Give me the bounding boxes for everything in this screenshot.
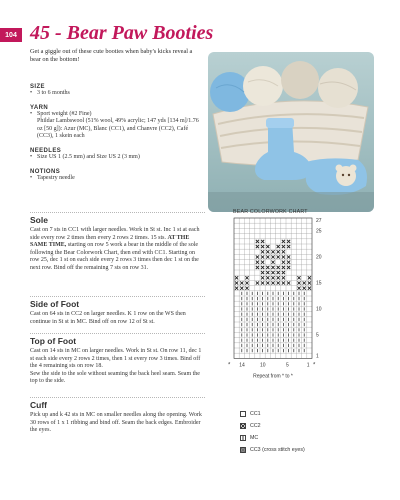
section-divider [30,296,205,297]
legend-item-mc [240,434,305,442]
chart-cell-cc2 [271,271,274,274]
chart-cell-cc2 [261,245,264,248]
chart-cell-cc2 [277,266,280,269]
chart-cell-cc2 [282,271,285,274]
chart-cell-cc2 [308,287,311,290]
chart-cell-cc2 [261,276,264,279]
notions-label: NOTIONS [30,168,61,175]
chart-cell-cc2 [266,250,269,253]
chart-cell-cc2 [271,250,274,253]
chart-cell-cc2 [282,245,285,248]
chart-cell-cc2 [287,261,290,264]
legend-item-cc2 [240,422,305,430]
legend-label: CC1 [250,411,261,417]
side-of-foot-heading: Side of Foot [30,299,80,309]
blank-swatch-icon [240,411,246,417]
chart-col-label: 1 [306,362,310,369]
sole-text [30,227,205,273]
chart-cell-cc2 [282,276,285,279]
chart-cell-cc2 [256,281,259,284]
chart-cell-cc2 [297,281,300,284]
bootie-photo [208,52,374,212]
circle-cross-swatch-icon [240,447,246,453]
chart-cell-cc2 [303,287,306,290]
chart-cell-cc2 [282,266,285,269]
chart-cell-cc2 [245,287,248,290]
top-of-foot-text: Cast on 14 sts in MC on larger needles. Work in St st. On row 11, dec 1 st each side every 2 rows 2 times, then 1 st every row 3 times. Bind off the 4 remaining sts on row 18. [30,348,202,370]
photo-illustration [208,52,374,212]
chart-cell-cc2 [261,281,264,284]
sole-section [30,215,205,273]
notions-item: • Tapestry needle [30,175,205,183]
repeat-star-right: * [313,362,316,369]
chart-cell-cc2 [261,261,264,264]
chart-cell-cc2 [266,281,269,284]
chart-cell-cc2 [297,276,300,279]
chart-cell-cc2 [277,276,280,279]
chart-cell-cc2 [240,287,243,290]
page-number-tab [0,28,22,42]
chart-cell-cc2 [261,266,264,269]
sole-text-a: Cast on 7 sts in CC1 with larger needles. Work in St st. Inc 1 st at each side every row 2 times then every 2 rows 2 times. 15 sts. [30,227,200,241]
chart-cell-cc2 [282,255,285,258]
top-of-foot-text-2: Sew the side to the sole without seaming the back heel seam. Seam the top to the side. [30,370,200,385]
chart-cell-cc2 [308,281,311,284]
chart-cell-cc2 [282,240,285,243]
chart-cell-cc2 [245,281,248,284]
chart-cell-cc2 [277,250,280,253]
chart-cell-cc2 [271,261,274,264]
chart-row-label: 1 [316,353,319,360]
chart-cell-cc2 [261,255,264,258]
chart-cell-cc2 [240,281,243,284]
chart-cell-cc2 [256,261,259,264]
chart-row-label: 10 [316,306,322,313]
chart-cell-cc2 [287,281,290,284]
chart-cell-cc2 [271,276,274,279]
chart-cell-cc2 [282,261,285,264]
chart-cell-cc2 [308,276,311,279]
bear-colorwork-chart [226,214,366,399]
needles-item: • Size US 1 (2.5 mm) and Size US 2 (3 mm) [30,154,205,162]
intro-text: Get a giggle out of these cute booties when baby's kicks reveal a bear on the bottom! [30,48,193,64]
chart-cell-cc2 [261,240,264,243]
repeat-star-left: * [228,362,231,369]
chart-cell-cc2 [287,255,290,258]
page-number: 104 [5,31,17,39]
chart-cell-cc2 [277,245,280,248]
chart-title: BEAR COLORWORK CHART [233,209,308,215]
chart-cell-cc2 [277,271,280,274]
chart-cell-cc2 [287,245,290,248]
legend-label: CC2 [250,423,261,429]
yarn-weight: • Sport weight (#2 Fine) [30,111,205,119]
chart-cell-cc2 [266,255,269,258]
chart-cell-cc2 [235,276,238,279]
chart-row-label: 5 [316,332,319,339]
cuff-section [30,400,205,435]
chart-border [234,218,312,358]
yarn-label: YARN [30,104,49,111]
materials-section [30,84,205,182]
cuff-text: Pick up and k 42 sts in MC on smaller needles along the opening. Work 30 rows of 1 x 1 ribbing and bind off. Seam the back edges. Embroider the eyes. [30,412,202,434]
chart-row-label: 25 [316,228,322,235]
sole-emphasis: AT THE SAME TIME, [30,234,190,249]
top-of-foot-section [30,336,205,386]
chart-cell-cc2 [256,255,259,258]
chart-col-label: 5 [286,362,289,369]
chart-cell-cc2 [271,281,274,284]
chart-cell-cc2 [277,255,280,258]
top-of-foot-heading: Top of Foot [30,336,77,346]
chart-col-label: 10 [260,362,266,369]
chart-row-label: 27 [316,218,322,225]
bar-swatch-icon [240,435,246,441]
side-of-foot-section [30,299,205,326]
sole-heading: Sole [30,215,48,225]
legend-item-cc3 [240,446,305,454]
legend-label: CC3 (cross stitch eyes) [250,447,305,453]
cuff-heading: Cuff [30,400,47,410]
chart-cell-cc2 [256,245,259,248]
legend-item-cc1 [240,410,305,418]
chart-cell-cc2 [271,255,274,258]
chart-legend [240,410,305,458]
section-divider [30,333,205,334]
chart-row-label: 15 [316,280,322,287]
chart-cell-cc2 [235,281,238,284]
chart-cell-cc2 [266,276,269,279]
repeat-text: Repeat from * to * [253,373,293,380]
chart-cell-cc2 [266,245,269,248]
side-of-foot-text: Cast on 64 sts in CC2 on larger needles. K 1 row on the WS then continue in St st in MC. Bind off on row 12 of St st. [30,311,186,325]
sole-text-b: starting on row 5 work a bear in the middle of the sole following the Bear Colorwork Chart, then end with CC1. Starting on row 25, dec 1 st on each side every 2 rows 3 times then dec 1 st on the next row. Bind off the remaining 7 sts on row 31. [30,242,199,271]
chart-cell-cc2 [256,266,259,269]
chart-cell-cc2 [245,276,248,279]
chart-cell-cc2 [235,287,238,290]
chart-cell-cc2 [271,266,274,269]
needles-label: NEEDLES [30,147,62,154]
chart-row-label: 20 [316,254,322,261]
size-item: • 3 to 6 months [30,90,205,98]
chart-cell-cc2 [277,281,280,284]
chart-cell-cc2 [303,281,306,284]
chart-cell-cc2 [266,271,269,274]
chart-cell-cc2 [287,266,290,269]
pattern-title: 45 - Bear Paw Booties [30,22,214,44]
cross-swatch-icon [240,423,246,429]
size-label: SIZE [30,84,45,90]
chart-cell-cc2 [256,240,259,243]
chart-cell-cc2 [297,287,300,290]
chart-cell-cc2 [261,250,264,253]
chart-cell-cc2 [266,266,269,269]
chart-col-label: 14 [239,362,245,369]
section-divider [30,212,205,213]
chart-cell-cc2 [282,281,285,284]
chart-cell-cc2 [282,250,285,253]
section-divider [30,397,205,398]
legend-label: MC [250,435,259,441]
yarn-detail: Phildar Lambswool (51% wool, 49% acrylic; 147 yds [134 m]/1.76 oz [50 g]): Azur (MC), Blanc (CC1), and Chanvre (CC2), Café (CC3), 1 skein each [37,118,199,140]
chart-grid [226,214,366,394]
chart-cell-cc2 [287,240,290,243]
chart-cell-cc2 [261,271,264,274]
